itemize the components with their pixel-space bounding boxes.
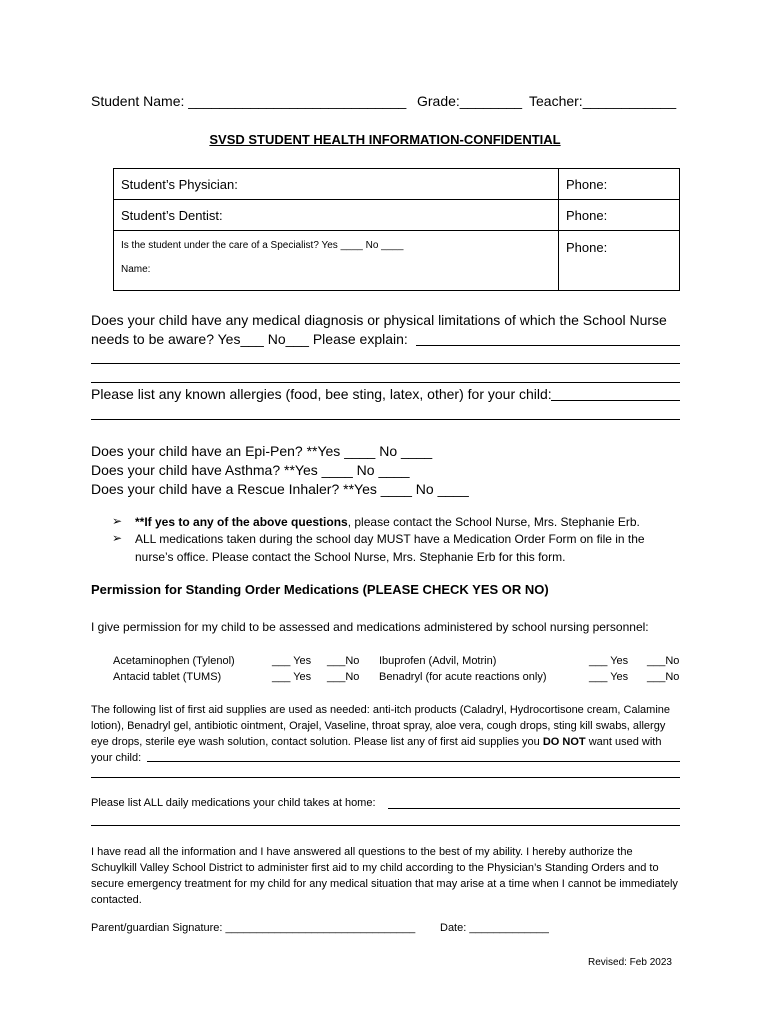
diagnosis-answer-line[interactable] [91,363,680,364]
med-ibuprofen: Ibuprofen (Advil, Motrin) [379,655,497,667]
acetaminophen-yes[interactable]: ___ Yes [272,655,312,667]
diagnosis-question-line2: needs to be aware? Yes___ No___ Please explain: [91,331,408,347]
standing-orders-heading: Permission for Standing Order Medications (PLEASE CHECK YES OR NO) [91,582,549,597]
daily-medications-line[interactable] [388,808,680,809]
specialist-phone-field[interactable]: Phone: [566,240,608,255]
medication-form-note-line2: nurse’s office. Please contact the School Nurse, Mrs. Stephanie Erb for this form. [135,550,566,564]
nurse-contact-note: **If yes to any of the above questions, please contact the School Nurse, Mrs. Stephanie Erb. [135,515,640,529]
signature-date-field[interactable]: Date: _____________ [440,922,549,934]
dentist-phone-field[interactable]: Phone: [566,208,608,223]
diagnosis-explain-line[interactable] [416,345,680,346]
benadryl-no[interactable]: ___No [647,671,680,683]
physician-info-table [113,168,680,291]
dentist-field[interactable]: Student’s Dentist: [121,208,223,223]
specialist-question[interactable]: Is the student under the care of a Specialist? Yes ____ No ____ [121,240,404,251]
specialist-name-field[interactable]: Name: [121,264,151,275]
inhaler-question[interactable]: Does your child have a Rescue Inhaler? **Yes ____ No ____ [91,481,469,497]
med-acetaminophen: Acetaminophen (Tylenol) [113,655,235,667]
daily-medications-line[interactable] [91,825,680,826]
diagnosis-answer-line[interactable] [91,382,680,383]
acetaminophen-no[interactable]: ___No [327,655,360,667]
page-title: SVSD STUDENT HEALTH INFORMATION-CONFIDENTIAL [209,132,561,147]
med-benadryl: Benadryl (for acute reactions only) [379,671,547,683]
med-antacid: Antacid tablet (TUMS) [113,671,222,683]
revision-date: Revised: Feb 2023 [588,957,672,968]
antacid-yes[interactable]: ___ Yes [272,671,312,683]
grade-field[interactable]: Grade:________ [417,93,523,109]
allergies-question: Please list any known allergies (food, bee sting, latex, other) for your child: [91,386,552,402]
ibuprofen-no[interactable]: ___No [647,655,680,667]
parent-signature-field[interactable]: Parent/guardian Signature: _______________________________ [91,922,416,934]
daily-medications-label: Please list ALL daily medications your child takes at home: [91,797,376,809]
medication-form-note: ALL medications taken during the school day MUST have a Medication Order Form on file in the [135,532,645,546]
allergies-answer-line[interactable] [91,419,680,420]
benadryl-yes[interactable]: ___ Yes [589,671,629,683]
ibuprofen-yes[interactable]: ___ Yes [589,655,629,667]
asthma-question[interactable]: Does your child have Asthma? **Yes ____ No ____ [91,462,410,478]
diagnosis-question: Does your child have any medical diagnosis or physical limitations of which the School Nurse [91,312,667,328]
physician-phone-field[interactable]: Phone: [566,177,608,192]
epipen-question[interactable]: Does your child have an Epi-Pen? **Yes ____ No ____ [91,443,433,459]
student-name-field[interactable]: Student Name: ____________________________ [91,93,407,109]
physician-field[interactable]: Student’s Physician: [121,177,238,192]
teacher-field[interactable]: Teacher:____________ [529,93,677,109]
allergies-answer-line[interactable] [551,400,680,401]
arrow-bullet-icon: ➢ [112,514,123,528]
permission-statement: I give permission for my child to be assessed and medications administered by school nursing personnel: [91,620,649,634]
authorization-paragraph: I have read all the information and I have answered all questions to the best of my ability. I hereby authorize the Schuylkill Valley School District to administer first aid to my child according to the Physician’s Standing Orders and to secure emergency treatment for my child for any medical situation that may arise at a time when I cannot be immediately contacted. [91,846,678,906]
antacid-no[interactable]: ___No [327,671,360,683]
first-aid-exclusions-line[interactable] [147,761,680,762]
first-aid-paragraph: The following list of first aid supplies are used as needed: anti-itch products (Caladryl, Hydrocortisone cream, Calamine lotion), Benadryl gel, antibiotic ointment, Orajel, Vaseline, throat spray, aloe vera, cough drops, sting kill swabs, allergy eye drops, sterile eye wash solution, contact solution. Please list any of first aid supplies you DO NOT want used with your child: [91,704,670,764]
first-aid-exclusions-line[interactable] [91,777,680,778]
arrow-bullet-icon: ➢ [112,531,123,545]
